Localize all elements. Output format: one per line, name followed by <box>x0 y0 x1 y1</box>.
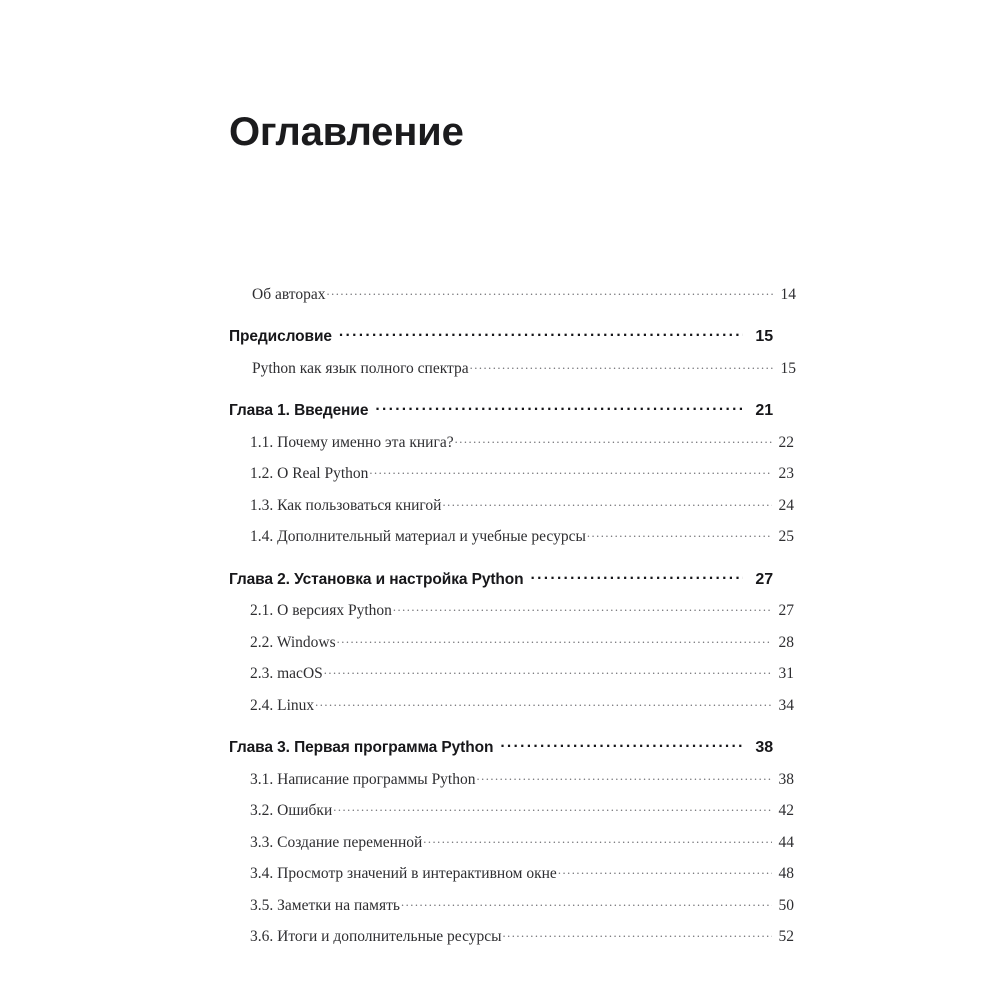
toc-entry-page-number: 27 <box>778 602 794 619</box>
toc-dot-leader <box>401 894 772 910</box>
toc-dot-leader <box>339 326 743 342</box>
toc-entry-page-number: 25 <box>778 528 794 545</box>
toc-entry-predislovie[interactable] <box>229 326 773 347</box>
toc-entry-label: 1.4. Дополнительный материал и учебные ресурсы <box>250 528 586 545</box>
toc-dot-leader <box>470 357 774 373</box>
toc-entry-page-number: 22 <box>778 433 794 451</box>
toc-entry-3-4-prosmotr-znacheniy-v-interaktivnom-okne[interactable] <box>250 863 794 884</box>
toc-dot-leader <box>337 631 772 647</box>
toc-entry-page-number: 31 <box>778 665 794 682</box>
toc-entry-3-1-napisanie-programmy-python[interactable] <box>250 768 794 789</box>
toc-dot-leader <box>315 694 772 710</box>
toc-dot-leader <box>477 768 773 784</box>
toc-entry-page-number: 44 <box>778 833 794 851</box>
toc-dot-leader <box>531 568 743 584</box>
toc-entry-label: 2.4. Linux <box>250 696 315 714</box>
toc-entry-label: 3.1. Написание программы Python <box>250 770 476 788</box>
page-title: Оглавление <box>229 110 464 154</box>
toc-entry-label: Глава 2. Установка и настройка Python <box>229 570 524 588</box>
toc-entry-3-6-itogi-i-dopolnitelnye-resursy[interactable] <box>250 926 794 947</box>
toc-entry-page-number: 52 <box>778 928 794 945</box>
toc-entry-page-number: 23 <box>778 465 794 482</box>
toc-dot-leader <box>503 926 772 942</box>
toc-entry-glava-3-pervaya-programma-python[interactable] <box>229 737 773 758</box>
toc-entry-glava-1-vvedenie[interactable] <box>229 400 773 421</box>
toc-entry-3-3-sozdanie-peremennoy[interactable] <box>250 831 794 852</box>
toc-entry-label: 1.1. Почему именно эта книга? <box>250 433 454 451</box>
table-of-contents <box>229 283 796 946</box>
toc-entry-page-number: 15 <box>780 359 796 377</box>
toc-entry-page-number: 38 <box>778 770 794 788</box>
toc-entry-label: 3.5. Заметки на память <box>250 896 400 914</box>
toc-entry-page-number: 42 <box>778 802 794 819</box>
toc-entry-label: Об авторах <box>252 285 326 303</box>
toc-entry-page-number: 24 <box>778 496 794 514</box>
toc-dot-leader <box>587 526 772 542</box>
toc-entry-label: Глава 1. Введение <box>229 402 369 419</box>
toc-entry-glava-2-ustanovka-i-nastroyka-python[interactable] <box>229 568 773 589</box>
toc-dot-leader <box>455 431 772 447</box>
toc-entry-page-number: 48 <box>778 865 794 882</box>
toc-entry-3-2-oshibki[interactable] <box>250 800 794 821</box>
toc-entry-page-number: 15 <box>755 328 773 345</box>
toc-entry-1-3-kak-polzovatsya-knigoy[interactable] <box>250 494 794 515</box>
toc-entry-label: 2.3. macOS <box>250 665 323 682</box>
toc-entry-page-number: 21 <box>755 402 773 419</box>
toc-dot-leader <box>423 831 772 847</box>
toc-entry-page-number: 50 <box>778 896 794 914</box>
toc-entry-python-kak-yazyk-polnogo-spektra[interactable] <box>252 357 796 378</box>
toc-entry-2-3-macos[interactable] <box>250 663 794 684</box>
toc-dot-leader <box>375 400 743 416</box>
toc-dot-leader <box>324 663 772 679</box>
toc-entry-page-number: 14 <box>780 285 796 303</box>
toc-dot-leader <box>326 283 774 299</box>
toc-entry-page-number: 34 <box>778 696 794 714</box>
toc-dot-leader <box>500 737 743 753</box>
toc-dot-leader <box>442 494 772 510</box>
toc-entry-1-1-pochemu-imenno-eta-kniga[interactable] <box>250 431 794 452</box>
toc-entry-label: Python как язык полного спектра <box>252 359 469 377</box>
toc-entry-label: 3.2. Ошибки <box>250 802 333 819</box>
toc-entry-label: 2.1. О версиях Python <box>250 602 392 619</box>
toc-entry-2-2-windows[interactable] <box>250 631 794 652</box>
toc-entry-page-number: 27 <box>755 570 773 588</box>
toc-entry-page-number: 38 <box>755 739 773 756</box>
toc-entry-label: 3.3. Создание переменной <box>250 833 423 851</box>
toc-entry-label: 3.6. Итоги и дополнительные ресурсы <box>250 928 502 945</box>
toc-entry-label: 1.3. Как пользоваться книгой <box>250 496 442 514</box>
toc-entry-label: Глава 3. Первая программа Python <box>229 739 494 756</box>
toc-dot-leader <box>333 800 772 816</box>
toc-dot-leader <box>393 600 772 616</box>
toc-entry-1-2-o-real-python[interactable] <box>250 463 794 484</box>
toc-entry-label: Предисловие <box>229 328 332 345</box>
toc-dot-leader <box>369 463 772 479</box>
toc-entry-2-4-linux[interactable] <box>250 694 794 715</box>
toc-entry-1-4-dopolnitelnyy-material-i-uchebnye-resursy[interactable] <box>250 526 794 547</box>
toc-dot-leader <box>558 863 772 879</box>
toc-entry-page-number: 28 <box>778 633 794 651</box>
toc-entry-ob-avtorah[interactable] <box>252 283 796 304</box>
toc-entry-label: 1.2. О Real Python <box>250 465 369 482</box>
toc-entry-2-1-o-versiyah-python[interactable] <box>250 600 794 621</box>
toc-entry-label: 2.2. Windows <box>250 633 336 651</box>
toc-entry-label: 3.4. Просмотр значений в интерактивном окне <box>250 865 557 882</box>
toc-entry-3-5-zametki-na-pamyat[interactable] <box>250 894 794 915</box>
